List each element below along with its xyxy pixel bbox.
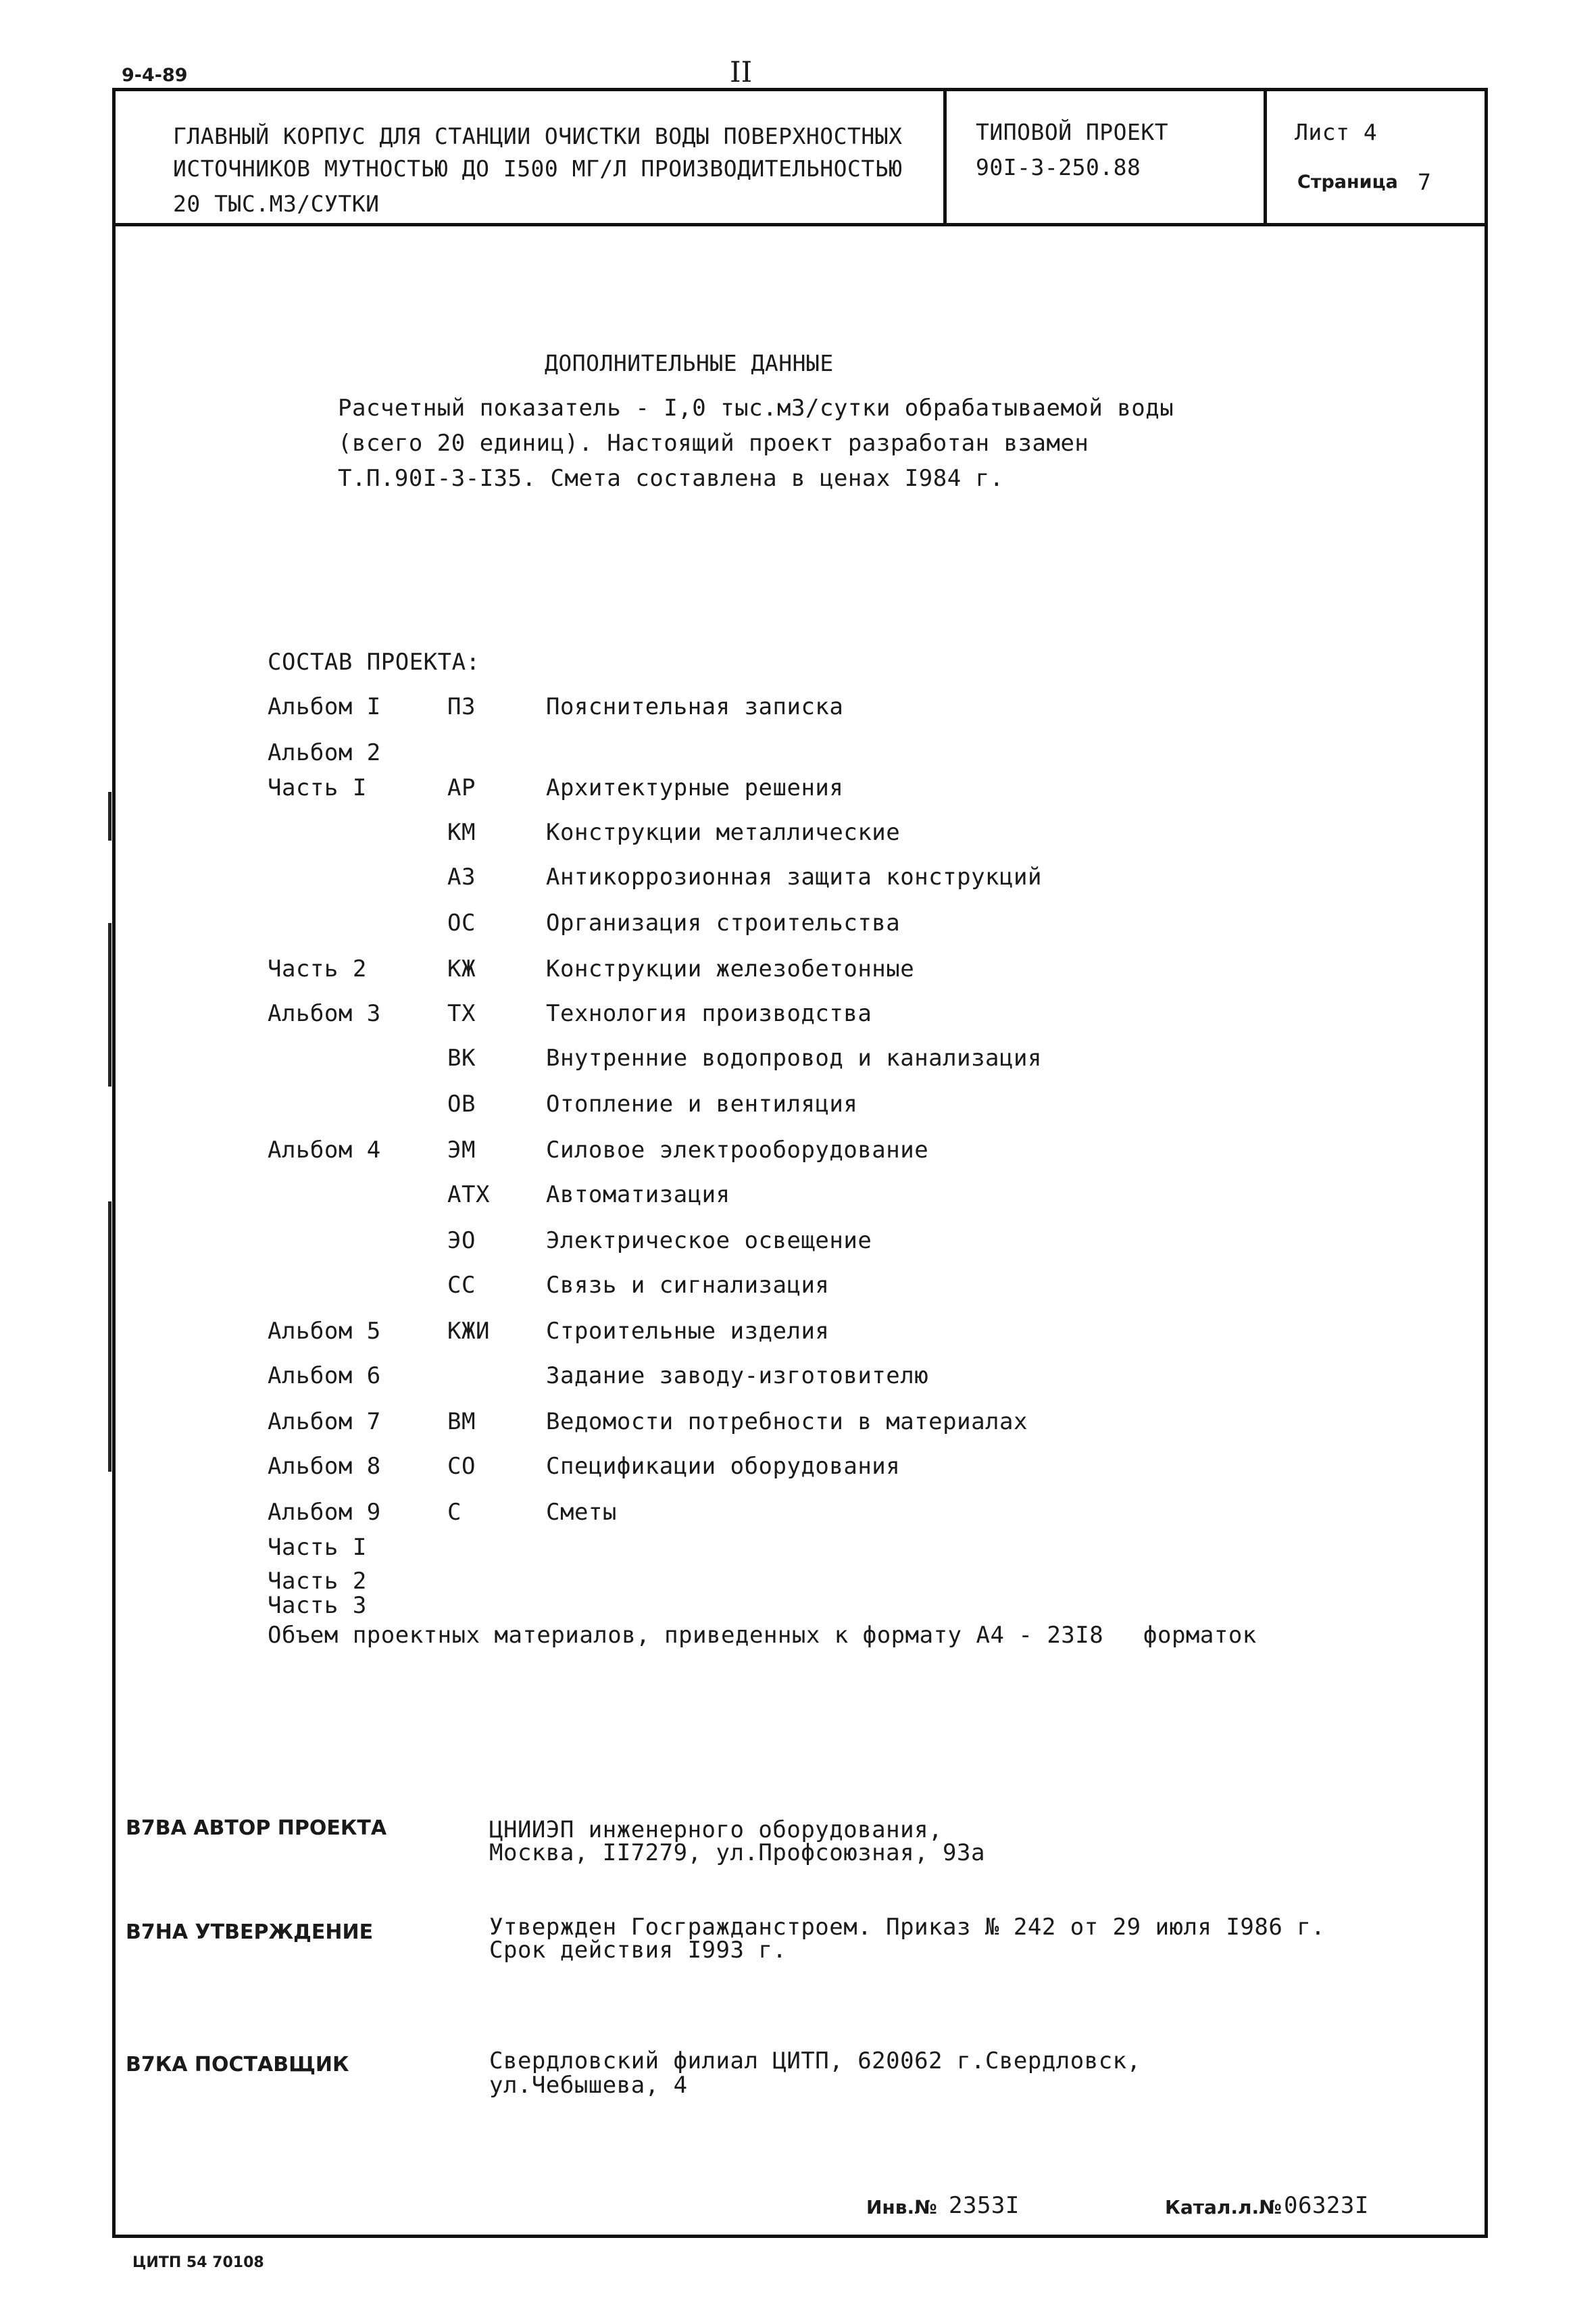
catalog-number: 06323I xyxy=(1284,2192,1369,2219)
album-label: Альбом 2 xyxy=(268,739,381,766)
title-block-divider xyxy=(112,223,1488,226)
section-code: АТХ xyxy=(447,1181,490,1208)
album-label: Часть 2 xyxy=(268,955,367,982)
section-description: Технология производства xyxy=(546,1000,872,1027)
section-description: Организация строительства xyxy=(546,910,901,937)
approval-label: В7НА УТВЕРЖДЕНИЕ xyxy=(126,1920,374,1944)
project-label: ТИПОВОЙ ПРОЕКТ xyxy=(976,119,1169,145)
section-code: С xyxy=(447,1499,462,1526)
album-label: Альбом 3 xyxy=(268,1000,381,1027)
album-label: Часть 2 xyxy=(268,1568,367,1595)
section-description: Архитектурные решения xyxy=(546,774,844,801)
volume-unit: форматок xyxy=(1143,1622,1257,1649)
album-label: Альбом 7 xyxy=(268,1408,381,1435)
volume-text: Объем проектных материалов, приведенных к формату А4 - 23I8 xyxy=(268,1622,1104,1649)
album-label: Альбом 8 xyxy=(268,1453,381,1480)
section-description: Связь и сигнализация xyxy=(546,1272,830,1299)
section-description: Автоматизация xyxy=(546,1181,730,1208)
section-description: Силовое электрооборудование xyxy=(546,1137,929,1164)
scan-mark-1 xyxy=(108,792,111,841)
album-label: Часть 3 xyxy=(268,1592,367,1619)
section-description: Внутренние водопровод и канализация xyxy=(546,1045,1042,1072)
page-number: II xyxy=(730,55,753,89)
additional-line-2: (всего 20 единиц). Настоящий проект разработан взамен xyxy=(338,430,1089,457)
section-code: ОВ xyxy=(447,1091,476,1118)
title-line-1: ГЛАВНЫЙ КОРПУС ДЛЯ СТАНЦИИ ОЧИСТКИ ВОДЫ ПОВЕРХНОСТНЫХ xyxy=(173,123,903,149)
album-label: Часть I xyxy=(268,1534,367,1561)
section-code: АЗ xyxy=(447,864,476,891)
inventory-label: Инв.№ xyxy=(866,2196,937,2218)
album-label: Альбом 5 xyxy=(268,1318,381,1345)
scan-mark-3 xyxy=(108,1201,111,1472)
composition-heading: СОСТАВ ПРОЕКТА: xyxy=(268,649,480,676)
section-description: Отопление и вентиляция xyxy=(546,1091,858,1118)
title-line-3: 20 ТЫС.М3/СУТКИ xyxy=(173,191,380,217)
section-description: Строительные изделия xyxy=(546,1318,830,1345)
section-description: Задание заводу-изготовителю xyxy=(546,1362,929,1389)
section-code: ВК xyxy=(447,1045,476,1072)
catalog-label: Катал.л.№ xyxy=(1165,2196,1282,2218)
inventory-number: 2353I xyxy=(949,2192,1020,2219)
approval-line-1: Утвержден Госгражданстроем. Приказ № 242 от 29 июля I986 г. xyxy=(489,1914,1326,1941)
album-label: Альбом I xyxy=(268,693,381,720)
section-code: ТХ xyxy=(447,1000,476,1027)
section-code: ВМ xyxy=(447,1408,476,1435)
page-label: Страница xyxy=(1297,172,1398,193)
section-description: Ведомости потребности в материалах xyxy=(546,1408,1028,1435)
additional-line-1: Расчетный показатель - I,0 тыс.м3/сутки обрабатываемой воды xyxy=(338,395,1174,422)
approval-line-2: Срок действия I993 г. xyxy=(489,1937,787,1964)
document-code: 9-4-89 xyxy=(122,65,188,86)
section-description: Антикоррозионная защита конструкций xyxy=(546,864,1042,891)
section-code: ЭМ xyxy=(447,1137,476,1164)
author-label: В7ВА АВТОР ПРОЕКТА xyxy=(126,1816,387,1840)
section-code: АР xyxy=(447,774,476,801)
section-code: ЭО xyxy=(447,1227,476,1254)
section-code: СС xyxy=(447,1272,476,1299)
title-line-2: ИСТОЧНИКОВ МУТНОСТЬЮ ДО I500 МГ/Л ПРОИЗВОДИТЕЛЬНОСТЬЮ xyxy=(173,155,903,182)
section-code: СО xyxy=(447,1453,476,1480)
supplier-line-1: Свердловский филиал ЦИТП, 620062 г.Свердловск, xyxy=(489,2047,1141,2074)
section-description: Конструкции металлические xyxy=(546,819,901,846)
section-description: Электрическое освещение xyxy=(546,1227,872,1254)
bottom-code: ЦИТП 54 70108 xyxy=(132,2254,264,2271)
section-description: Сметы xyxy=(546,1499,617,1526)
section-code: ОС xyxy=(447,910,476,937)
section-code: КЖИ xyxy=(447,1318,490,1345)
album-label: Часть I xyxy=(268,774,367,801)
additional-line-3: Т.П.90I-3-I35. Смета составлена в ценах I984 г. xyxy=(338,465,1004,492)
additional-heading: ДОПОЛНИТЕЛЬНЫЕ ДАННЫЕ xyxy=(545,350,834,376)
section-description: Конструкции железобетонные xyxy=(546,955,915,982)
title-block-vline-1 xyxy=(943,88,947,226)
supplier-line-2: ул.Чебышева, 4 xyxy=(489,2072,688,2099)
title-block-vline-2 xyxy=(1264,88,1267,226)
album-label: Альбом 4 xyxy=(268,1137,381,1164)
page-value: 7 xyxy=(1418,169,1432,195)
project-number: 90I-3-250.88 xyxy=(976,154,1141,180)
album-label: Альбом 6 xyxy=(268,1362,381,1389)
section-description: Пояснительная записка xyxy=(546,693,844,720)
author-line-2: Москва, II7279, ул.Профсоюзная, 93а xyxy=(489,1839,985,1866)
section-code: КМ xyxy=(447,819,476,846)
album-label: Альбом 9 xyxy=(268,1499,381,1526)
scan-mark-2 xyxy=(108,923,111,1087)
section-description: Спецификации оборудования xyxy=(546,1453,901,1480)
supplier-label: В7КА ПОСТАВЩИК xyxy=(126,2053,349,2076)
section-code: КЖ xyxy=(447,955,476,982)
section-code: ПЗ xyxy=(447,693,476,720)
sheet-number: Лист 4 xyxy=(1295,119,1378,145)
author-line-1: ЦНИИЭП инженерного оборудования, xyxy=(489,1816,943,1843)
